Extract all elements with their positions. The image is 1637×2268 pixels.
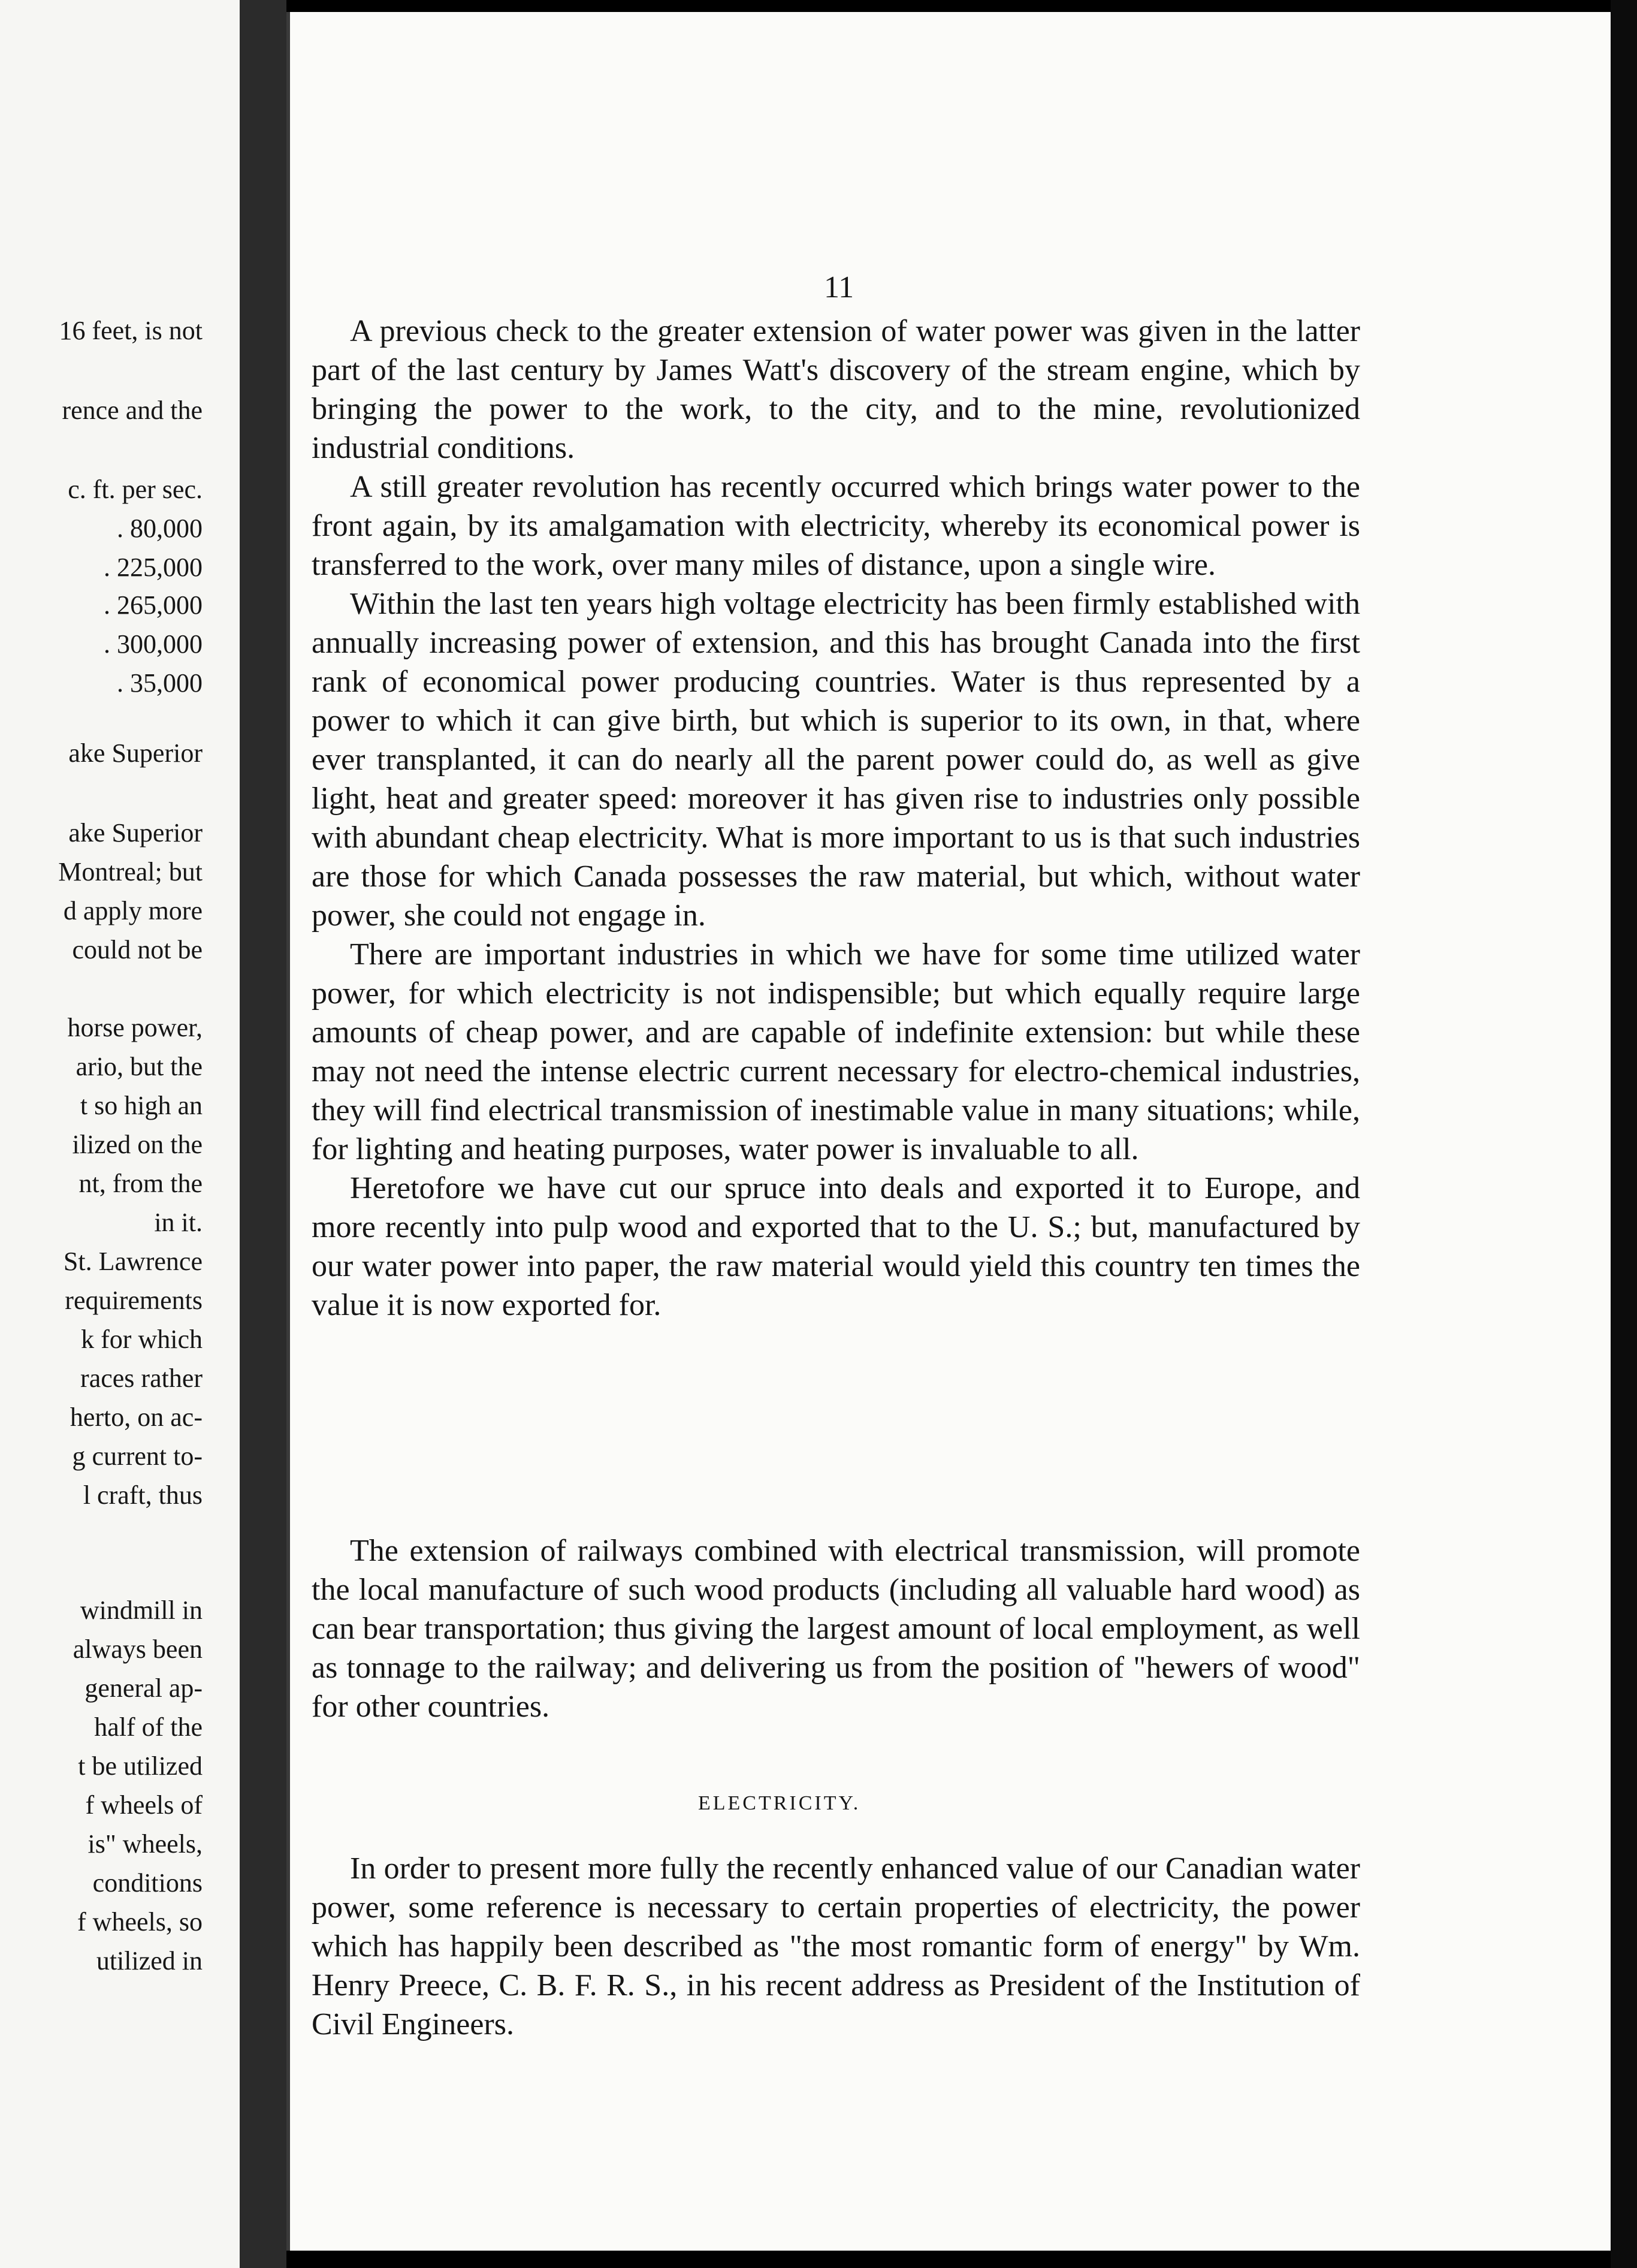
left-page-line: f wheels of bbox=[85, 1790, 203, 1820]
left-page-line: k for which bbox=[81, 1325, 203, 1354]
previous-page-fragment bbox=[0, 0, 240, 2268]
section-heading: ELECTRICITY. bbox=[698, 1792, 861, 1814]
left-page-line: ake Superior bbox=[68, 818, 203, 848]
scan-edge bbox=[1611, 0, 1637, 2268]
left-page-line: Montreal; but bbox=[58, 857, 203, 886]
left-page-line: ake Superior bbox=[68, 738, 203, 768]
left-page-line: d apply more bbox=[63, 896, 203, 925]
left-page-line: ario, but the bbox=[75, 1052, 203, 1081]
left-page-line: f wheels, so bbox=[77, 1907, 203, 1937]
body-text-top bbox=[312, 312, 1360, 1325]
left-page-line: . 35,000 bbox=[117, 668, 203, 698]
left-page-line: . 80,000 bbox=[117, 514, 203, 543]
left-page-line: general ap- bbox=[84, 1673, 203, 1703]
left-page-line: is" wheels, bbox=[87, 1829, 203, 1859]
paragraph: There are important industries in which we have for some time utilized water power, for which electricity is not indispensible; but which equally require large amounts of cheap power, and are capable of indefinite extension: but while these may not need the intense electric current necessary for electro-chemical industries, they will find electrical transmission of inestimable value in many situations; while, for lighting and heating purposes, water power is invaluable to all. bbox=[312, 937, 1360, 1166]
body-text-railways bbox=[312, 1531, 1360, 1726]
left-page-line: . 265,000 bbox=[104, 590, 203, 620]
left-page-line: always been bbox=[73, 1634, 203, 1664]
left-page-line: utilized in bbox=[96, 1946, 203, 1976]
book-gutter bbox=[240, 0, 286, 2268]
left-page-line: . 300,000 bbox=[104, 629, 203, 659]
left-page-line: windmill in bbox=[80, 1596, 203, 1625]
left-page-line: ilized on the bbox=[72, 1130, 203, 1159]
paragraph: A previous check to the greater extension of water power was given in the latter part of the last century by James Watt's discovery of the stream engine, which by bringing the power to the work, to the city, and to the mine, revolutionized industrial conditions. bbox=[312, 314, 1360, 465]
left-page-line: requirements bbox=[65, 1286, 203, 1315]
left-page-line: nt, from the bbox=[78, 1169, 203, 1198]
left-page-line: rence and the bbox=[62, 396, 203, 425]
paragraph: Within the last ten years high voltage electricity has been firmly established with annually increasing power of extension, and this has brought Canada into the first rank of economical power producing countries. Water is thus represented by a power to which it can give birth, but which is superior to its own, in that, where ever transplanted, it can do nearly all the parent power could do, as well as give light, heat and greater speed: moreover it has given rise to industries only possible with abundant cheap electricity. What is more important to us is that such industries are those for which Canada possesses the raw material, but which, without water power, she could not engage in. bbox=[312, 587, 1360, 933]
left-page-line: half of the bbox=[94, 1712, 203, 1742]
left-page-line: 16 feet, is not bbox=[59, 316, 203, 345]
left-page-line: c. ft. per sec. bbox=[68, 475, 203, 504]
left-page-line: . 225,000 bbox=[104, 553, 203, 582]
paragraph: Heretofore we have cut our spruce into deals and exported it to Europe, and more recently into pulp wood and exported that to the U. S.; but, manufactured by our water power into paper, the raw material would yield this country ten times the value it is now exported for. bbox=[312, 1171, 1360, 1322]
left-page-line: l craft, thus bbox=[83, 1480, 203, 1510]
left-page-line: herto, on ac- bbox=[70, 1403, 203, 1432]
left-page-line: g current to- bbox=[72, 1441, 203, 1471]
left-page-line: in it. bbox=[154, 1208, 203, 1237]
paragraph: In order to present more fully the recently enhanced value of our Canadian water power, some reference is necessary to certain properties of electricity, the power which has happily been described as "the most romantic form of energy" by Wm. Henry Preece, C. B. F. R. S., in his recent address as President of the Institution of Civil Engineers. bbox=[312, 1851, 1360, 2041]
left-page-line: t be utilized bbox=[78, 1751, 203, 1781]
left-page-line: conditions bbox=[92, 1868, 203, 1898]
left-page-line: could not be bbox=[72, 935, 203, 964]
left-page-line: t so high an bbox=[80, 1091, 203, 1120]
body-text-electricity bbox=[312, 1849, 1360, 2044]
page-number: 11 bbox=[824, 270, 854, 304]
paragraph: A still greater revolution has recently occurred which brings water power to the front again, by its amalgamation with electricity, whereby its economical power is transferred to the work, over many miles of distance, upon a single wire. bbox=[312, 470, 1360, 582]
left-page-line: St. Lawrence bbox=[63, 1247, 203, 1276]
left-page-line: races rather bbox=[80, 1364, 203, 1393]
left-page-line: horse power, bbox=[67, 1013, 203, 1042]
paragraph: The extension of railways combined with electrical transmission, will promote the local manufacture of such wood products (including all valuable hard wood) as can bear transportation; thus giving the largest amount of local employment, as well as tonnage to the railway; and delivering us from the position of "hewers of wood" for other countries. bbox=[312, 1534, 1360, 1724]
